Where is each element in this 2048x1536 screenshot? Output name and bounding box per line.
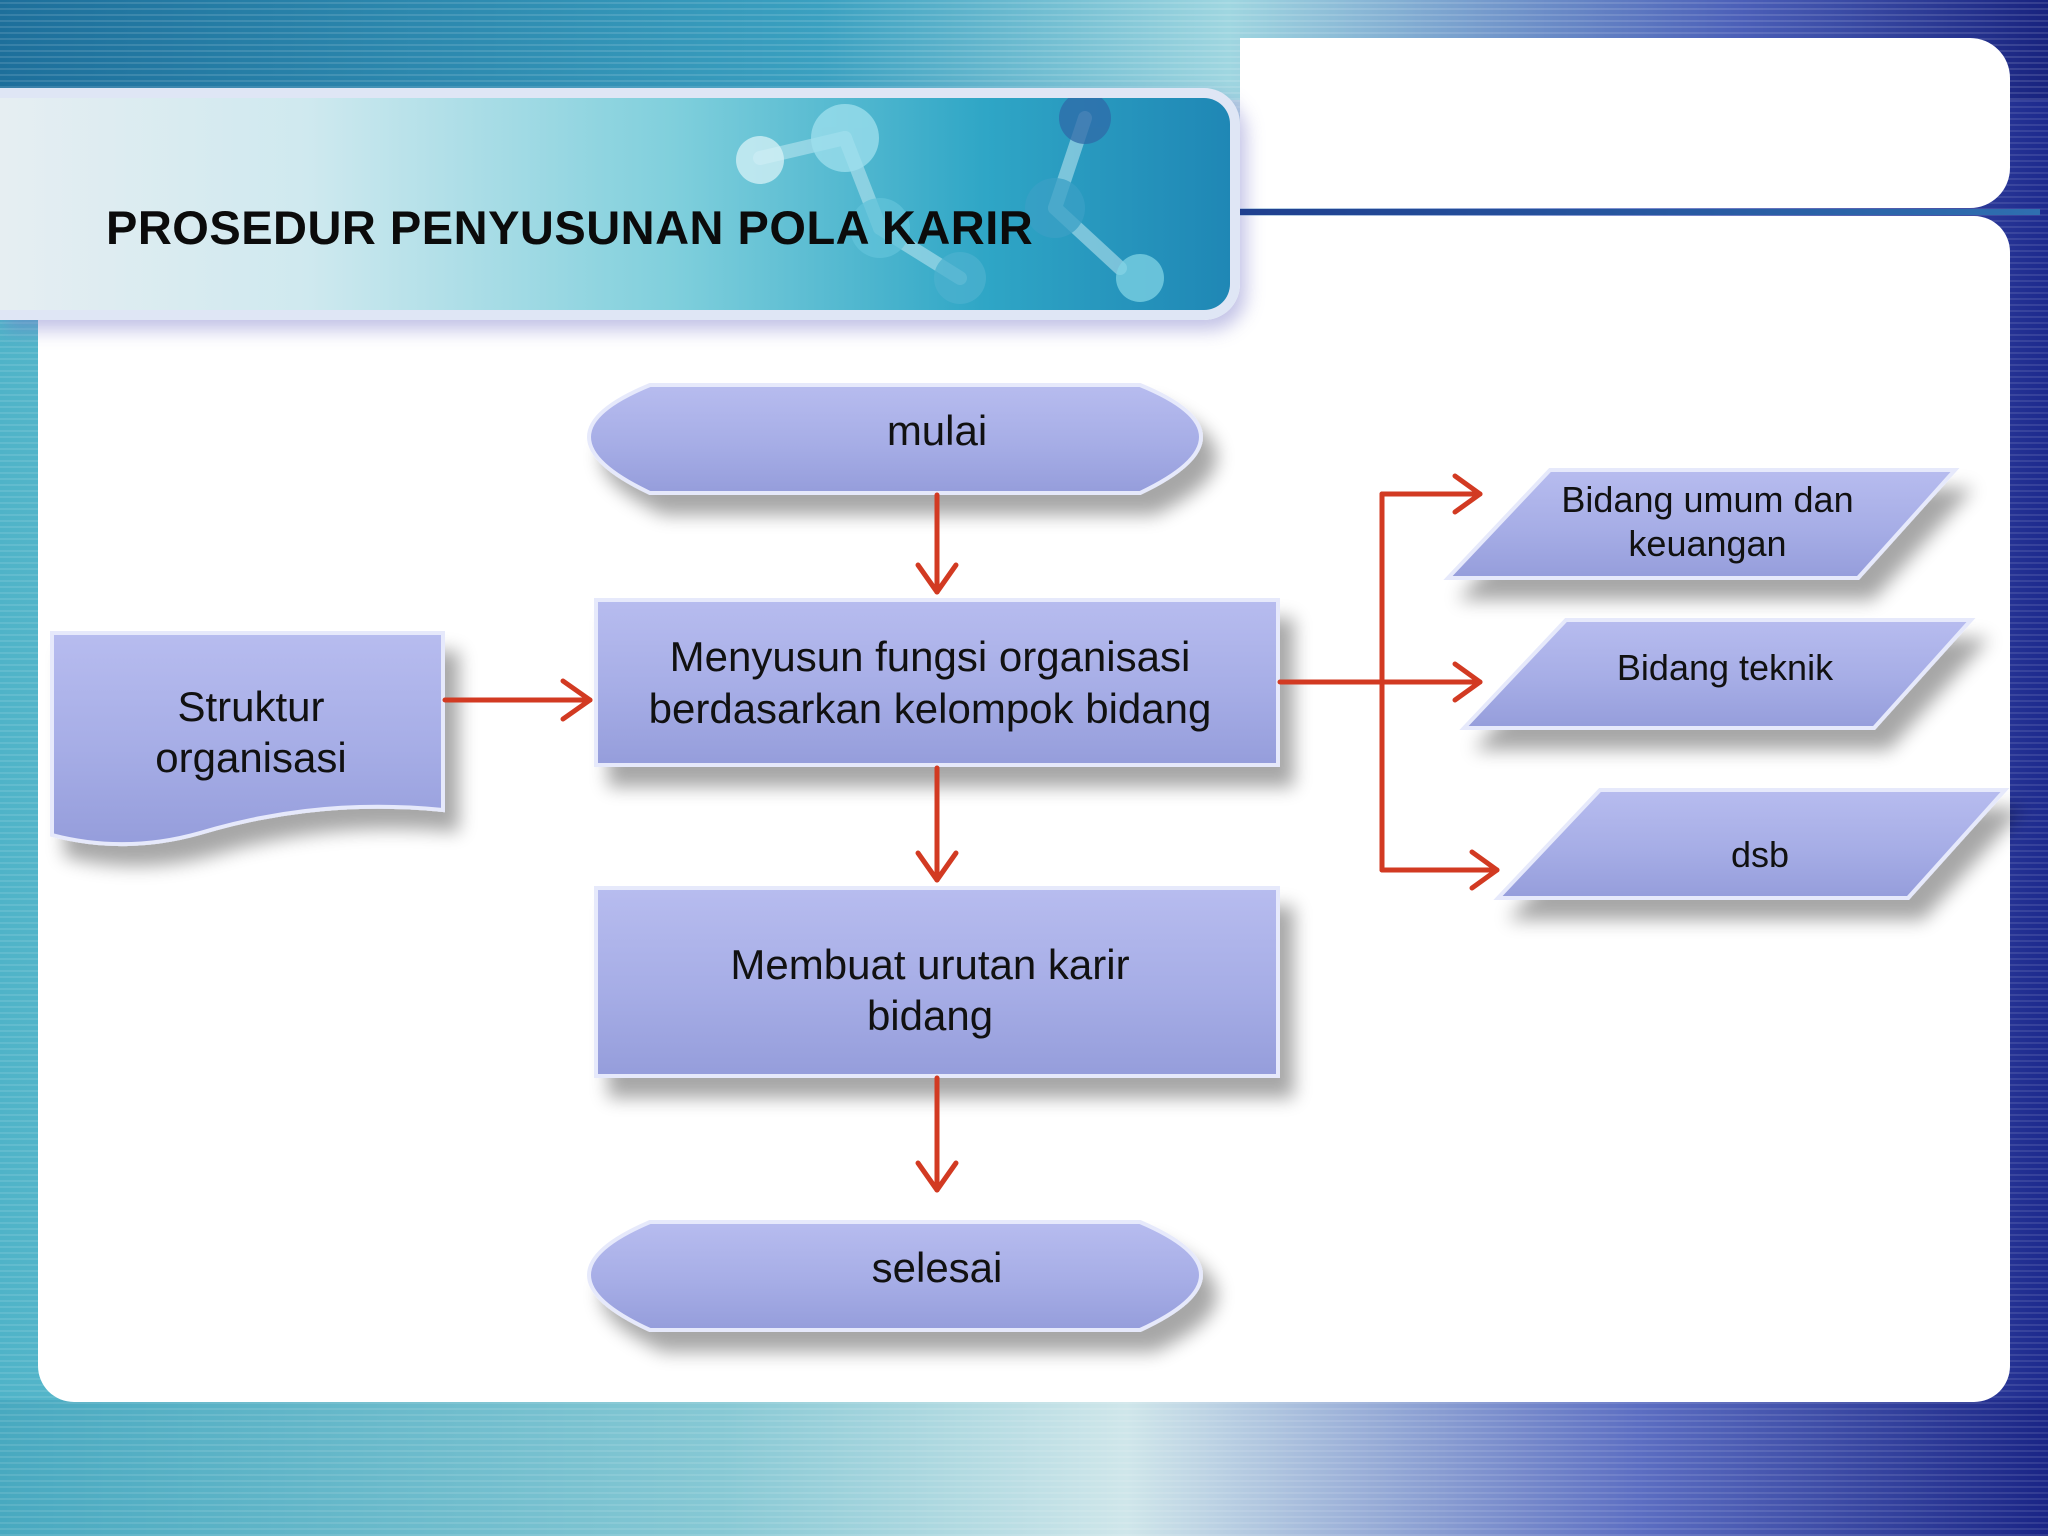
end-label: selesai <box>871 1244 1003 1292</box>
input-label: Struktur organisasi <box>155 682 347 781</box>
output1-label: Bidang umum dan keuangan <box>1561 479 1854 564</box>
page-title: PROSEDUR PENYUSUNAN POLA KARIR <box>106 201 1034 254</box>
output2-label: Bidang teknik <box>1616 646 1834 688</box>
output3-label: dsb <box>1730 833 1790 875</box>
step2-label: Membuat urutan karir bidang <box>730 940 1130 1039</box>
start-label: mulai <box>886 407 988 455</box>
step1-label: Menyusun fungsi organisasi berdasarkan kelompok bidang <box>648 633 1212 732</box>
